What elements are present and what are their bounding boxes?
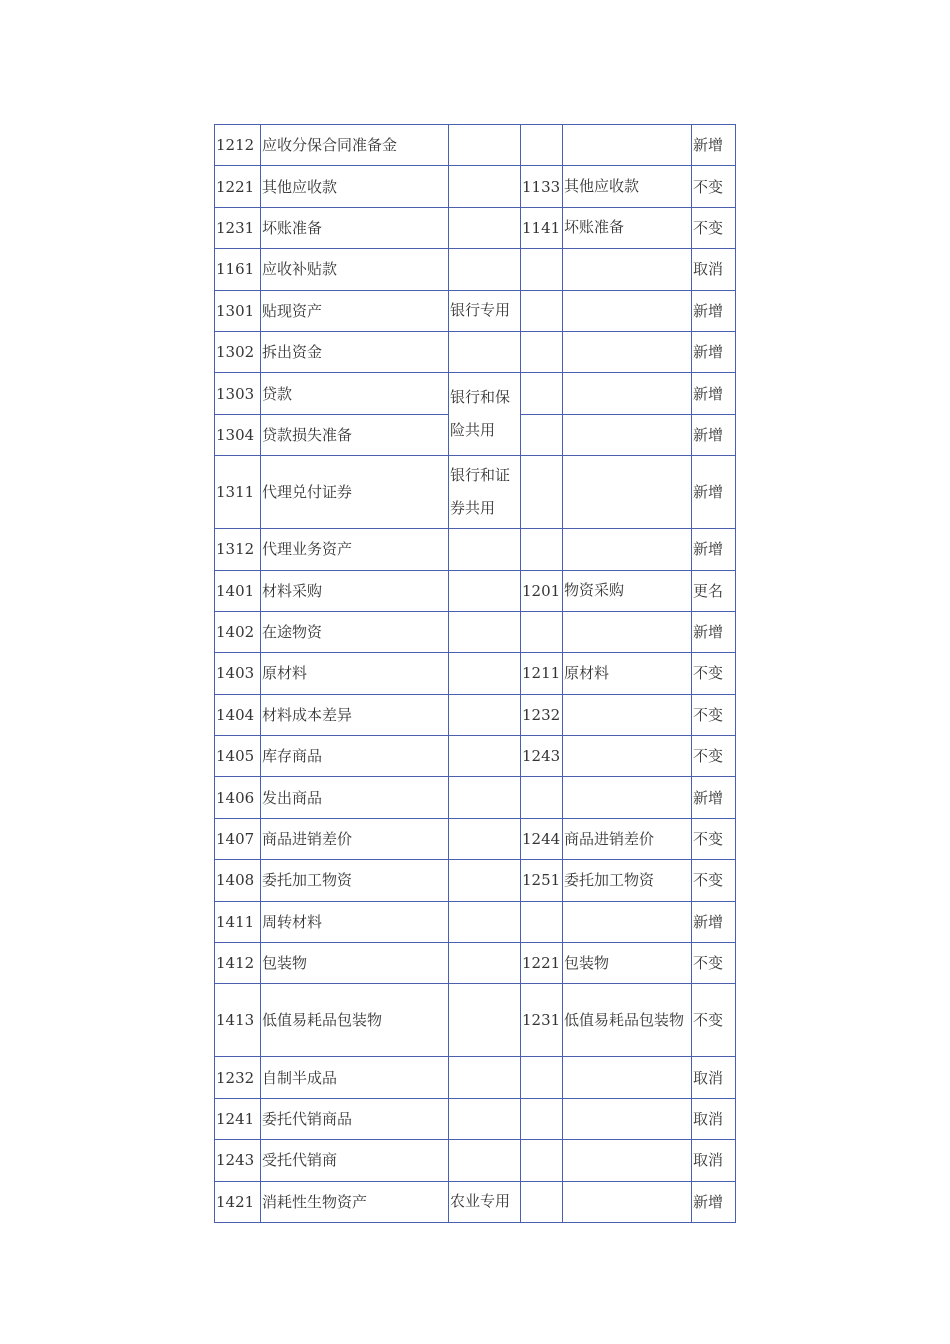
old-name-cell: 坏账准备 [563, 207, 692, 248]
old-name-cell [563, 1098, 692, 1139]
new-code-cell: 1413 [215, 984, 261, 1057]
usage-note-cell [449, 207, 521, 248]
change-status-cell: 不变 [692, 207, 736, 248]
usage-note-cell [449, 331, 521, 372]
old-name-cell [563, 529, 692, 570]
table-row [215, 1140, 736, 1181]
account-name-cell: 贷款 [261, 373, 449, 414]
new-code-cell: 1312 [215, 529, 261, 570]
account-name-cell: 在途物资 [261, 611, 449, 652]
account-name-cell: 周转材料 [261, 901, 449, 942]
new-code-cell: 1302 [215, 331, 261, 372]
usage-note-cell: 农业专用 [449, 1181, 521, 1222]
usage-note-cell [449, 777, 521, 818]
old-code-cell [521, 611, 563, 652]
old-code-cell [521, 249, 563, 290]
old-name-cell [563, 1057, 692, 1098]
account-name-cell: 贷款损失准备 [261, 414, 449, 455]
table-row [215, 777, 736, 818]
old-name-cell: 包装物 [563, 943, 692, 984]
table-row [215, 984, 736, 1057]
new-code-cell: 1404 [215, 694, 261, 735]
change-status-cell: 新增 [692, 611, 736, 652]
account-name-cell: 委托代销商品 [261, 1098, 449, 1139]
new-code-cell: 1221 [215, 166, 261, 207]
old-code-cell [521, 901, 563, 942]
new-code-cell: 1241 [215, 1098, 261, 1139]
table-row [215, 373, 736, 414]
old-code-cell: 1211 [521, 653, 563, 694]
old-name-cell [563, 331, 692, 372]
old-code-cell [521, 331, 563, 372]
change-status-cell: 不变 [692, 166, 736, 207]
old-name-cell [563, 1181, 692, 1222]
usage-note-cell [449, 818, 521, 859]
account-name-cell: 消耗性生物资产 [261, 1181, 449, 1222]
change-status-cell: 新增 [692, 456, 736, 529]
change-status-cell: 新增 [692, 290, 736, 331]
table-row [215, 207, 736, 248]
change-status-cell: 取消 [692, 1140, 736, 1181]
old-code-cell [521, 290, 563, 331]
usage-note-cell [449, 901, 521, 942]
change-status-cell: 不变 [692, 818, 736, 859]
old-code-cell: 1251 [521, 860, 563, 901]
old-name-cell [563, 694, 692, 735]
change-status-cell: 取消 [692, 1057, 736, 1098]
new-code-cell: 1401 [215, 570, 261, 611]
old-code-cell [521, 1140, 563, 1181]
change-status-cell: 不变 [692, 860, 736, 901]
old-code-cell [521, 373, 563, 414]
new-code-cell: 1403 [215, 653, 261, 694]
old-name-cell: 其他应收款 [563, 166, 692, 207]
old-name-cell [563, 456, 692, 529]
usage-note-cell: 银行专用 [449, 290, 521, 331]
change-status-cell: 不变 [692, 984, 736, 1057]
old-code-cell: 1231 [521, 984, 563, 1057]
account-code-table [214, 124, 736, 1223]
usage-note-cell [449, 1098, 521, 1139]
old-code-cell: 1232 [521, 694, 563, 735]
account-name-cell: 低值易耗品包装物 [261, 984, 449, 1057]
new-code-cell: 1406 [215, 777, 261, 818]
change-status-cell: 不变 [692, 736, 736, 777]
account-name-cell: 其他应收款 [261, 166, 449, 207]
old-code-cell: 1221 [521, 943, 563, 984]
old-code-cell: 1133 [521, 166, 563, 207]
table-row [215, 818, 736, 859]
old-code-cell: 1141 [521, 207, 563, 248]
old-name-cell: 原材料 [563, 653, 692, 694]
table-row [215, 611, 736, 652]
account-name-cell: 拆出资金 [261, 331, 449, 372]
new-code-cell: 1311 [215, 456, 261, 529]
old-code-cell [521, 1057, 563, 1098]
account-name-cell: 受托代销商 [261, 1140, 449, 1181]
usage-note-cell [449, 125, 521, 166]
old-name-cell: 商品进销差价 [563, 818, 692, 859]
table-row [215, 331, 736, 372]
change-status-cell: 新增 [692, 331, 736, 372]
new-code-cell: 1407 [215, 818, 261, 859]
table-row [215, 943, 736, 984]
change-status-cell: 新增 [692, 414, 736, 455]
old-name-cell [563, 414, 692, 455]
old-code-cell: 1244 [521, 818, 563, 859]
account-name-cell: 包装物 [261, 943, 449, 984]
account-name-cell: 材料采购 [261, 570, 449, 611]
table-row [215, 1181, 736, 1222]
old-code-cell [521, 414, 563, 455]
usage-note-cell [449, 1140, 521, 1181]
usage-note-cell [449, 529, 521, 570]
new-code-cell: 1232 [215, 1057, 261, 1098]
change-status-cell: 新增 [692, 125, 736, 166]
account-name-cell: 应收分保合同准备金 [261, 125, 449, 166]
old-name-cell [563, 373, 692, 414]
old-name-cell [563, 736, 692, 777]
new-code-cell: 1231 [215, 207, 261, 248]
change-status-cell: 新增 [692, 901, 736, 942]
table-row [215, 570, 736, 611]
account-name-cell: 贴现资产 [261, 290, 449, 331]
change-status-cell: 更名 [692, 570, 736, 611]
account-name-cell: 发出商品 [261, 777, 449, 818]
account-name-cell: 应收补贴款 [261, 249, 449, 290]
new-code-cell: 1412 [215, 943, 261, 984]
usage-note-cell [449, 694, 521, 735]
account-name-cell: 材料成本差异 [261, 694, 449, 735]
old-name-cell [563, 249, 692, 290]
account-name-cell: 自制半成品 [261, 1057, 449, 1098]
usage-note-cell [449, 736, 521, 777]
change-status-cell: 取消 [692, 1098, 736, 1139]
old-code-cell: 1243 [521, 736, 563, 777]
usage-note-cell [449, 166, 521, 207]
old-name-cell [563, 125, 692, 166]
new-code-cell: 1212 [215, 125, 261, 166]
old-name-cell [563, 290, 692, 331]
table-row [215, 249, 736, 290]
usage-note-cell [449, 570, 521, 611]
usage-note-cell [449, 860, 521, 901]
usage-note-cell: 银行和保险共用 [449, 373, 521, 456]
new-code-cell: 1411 [215, 901, 261, 942]
change-status-cell: 取消 [692, 249, 736, 290]
table-row [215, 1057, 736, 1098]
table-row [215, 529, 736, 570]
new-code-cell: 1303 [215, 373, 261, 414]
table-row [215, 290, 736, 331]
old-code-cell [521, 777, 563, 818]
account-name-cell: 原材料 [261, 653, 449, 694]
change-status-cell: 新增 [692, 777, 736, 818]
old-code-cell [521, 125, 563, 166]
usage-note-cell [449, 984, 521, 1057]
usage-note-cell [449, 943, 521, 984]
table-row [215, 125, 736, 166]
old-name-cell [563, 611, 692, 652]
table-row [215, 901, 736, 942]
change-status-cell: 不变 [692, 653, 736, 694]
account-name-cell: 坏账准备 [261, 207, 449, 248]
usage-note-cell [449, 249, 521, 290]
change-status-cell: 不变 [692, 694, 736, 735]
new-code-cell: 1405 [215, 736, 261, 777]
new-code-cell: 1408 [215, 860, 261, 901]
account-code-table-body [215, 125, 736, 1223]
table-row [215, 694, 736, 735]
change-status-cell: 新增 [692, 1181, 736, 1222]
old-name-cell: 物资采购 [563, 570, 692, 611]
account-name-cell: 商品进销差价 [261, 818, 449, 859]
new-code-cell: 1161 [215, 249, 261, 290]
old-name-cell [563, 777, 692, 818]
table-row [215, 736, 736, 777]
usage-note-cell [449, 653, 521, 694]
usage-note-cell [449, 611, 521, 652]
old-code-cell [521, 1098, 563, 1139]
old-name-cell: 委托加工物资 [563, 860, 692, 901]
old-code-cell [521, 1181, 563, 1222]
new-code-cell: 1301 [215, 290, 261, 331]
new-code-cell: 1421 [215, 1181, 261, 1222]
table-row [215, 166, 736, 207]
old-code-cell [521, 456, 563, 529]
table-row [215, 653, 736, 694]
old-name-cell: 低值易耗品包装物 [563, 984, 692, 1057]
change-status-cell: 新增 [692, 529, 736, 570]
old-code-cell: 1201 [521, 570, 563, 611]
account-name-cell: 库存商品 [261, 736, 449, 777]
account-name-cell: 代理业务资产 [261, 529, 449, 570]
old-code-cell [521, 529, 563, 570]
usage-note-cell [449, 1057, 521, 1098]
change-status-cell: 不变 [692, 943, 736, 984]
usage-note-cell: 银行和证券共用 [449, 456, 521, 529]
new-code-cell: 1304 [215, 414, 261, 455]
new-code-cell: 1402 [215, 611, 261, 652]
change-status-cell: 新增 [692, 373, 736, 414]
old-name-cell [563, 901, 692, 942]
table-row [215, 1098, 736, 1139]
old-name-cell [563, 1140, 692, 1181]
new-code-cell: 1243 [215, 1140, 261, 1181]
account-name-cell: 委托加工物资 [261, 860, 449, 901]
account-name-cell: 代理兑付证券 [261, 456, 449, 529]
table-row [215, 456, 736, 529]
table-row [215, 860, 736, 901]
